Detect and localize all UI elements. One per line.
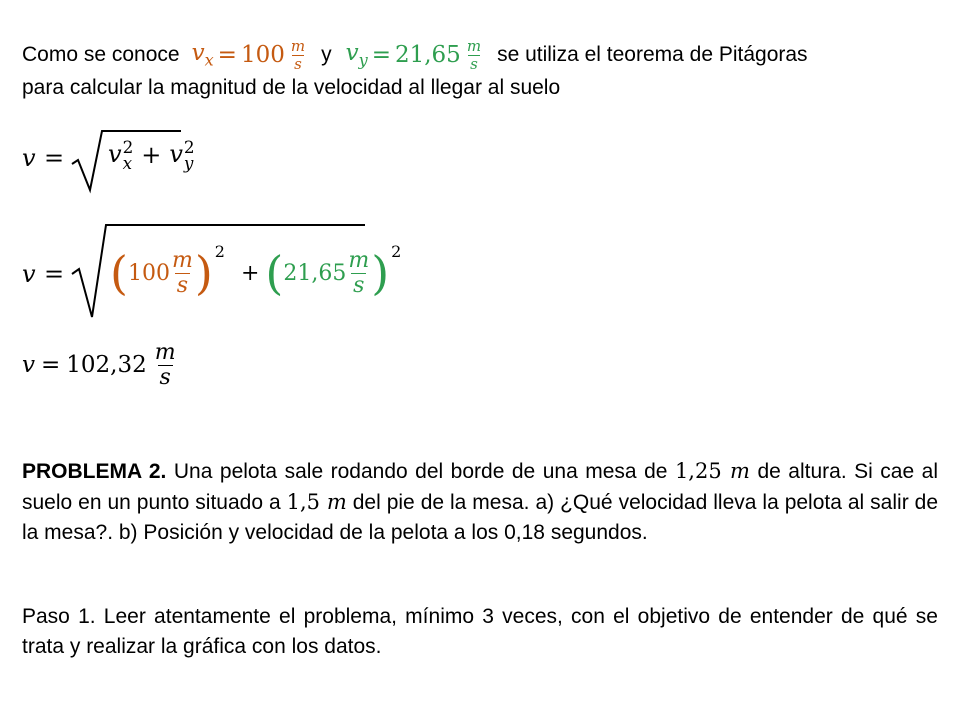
- eq2-term2-open-paren: (: [265, 246, 284, 300]
- intro-text-before: Como se conoce: [22, 43, 180, 66]
- vx-equals: =: [217, 42, 237, 68]
- unit-numerator: m: [171, 247, 193, 273]
- vy-value: 21,65: [394, 42, 461, 68]
- eq2-term2-exponent: 2: [391, 242, 402, 261]
- eq2-term2-unit-fraction: [346, 247, 371, 298]
- vx-expression: [191, 36, 308, 73]
- unit-denominator: s: [353, 272, 365, 298]
- eq2-term1: [110, 246, 213, 300]
- eq3-lhs: v: [22, 352, 35, 378]
- eq3-value: 102,32: [66, 352, 147, 378]
- eq1-term2-subscript: y: [183, 152, 194, 173]
- eq1-term1: v: [108, 140, 122, 168]
- eq1-term2: v: [169, 140, 183, 168]
- eq2-radicand: [110, 238, 401, 308]
- eq2-equals: =: [44, 260, 65, 288]
- eq1-term2-exponent: 2: [183, 137, 195, 158]
- unit-denominator: s: [176, 272, 189, 298]
- equation-substitution: [22, 222, 402, 322]
- eq2-term1-unit-fraction: [170, 247, 195, 298]
- intro-text-after: se utiliza el teorema de Pitágoras: [497, 43, 808, 66]
- unit-numerator: m: [466, 36, 482, 55]
- eq2-term1-value: 100: [127, 260, 170, 286]
- vy-subscript: y: [358, 50, 368, 70]
- unit-denominator: s: [294, 54, 302, 73]
- unit-numerator: m: [290, 36, 306, 55]
- eq1-equals: =: [44, 144, 65, 172]
- eq2-term1-open-paren: (: [110, 246, 128, 300]
- eq2-term2-value: 21,65: [283, 260, 347, 286]
- problem-text-2: de altura. Si cae al suelo en un punto situado a: [22, 460, 938, 514]
- eq1-lhs: v: [22, 144, 36, 172]
- vx-value: 100: [240, 42, 285, 68]
- intro-line-2: para calcular la magnitud de la velocidad al llegar al suelo: [22, 76, 561, 99]
- eq1-plus: +: [141, 141, 162, 170]
- eq1-radicand: [108, 137, 195, 173]
- vy-unit-fraction: [465, 36, 483, 73]
- problem-statement: [22, 456, 938, 548]
- problem-label: PROBLEMA 2.: [22, 460, 167, 483]
- equation-result: [22, 334, 178, 396]
- vx-subscript: x: [204, 50, 214, 70]
- eq2-term2-close-paren: ): [371, 246, 390, 300]
- horizontal-distance-value: 1,5 m: [286, 490, 347, 514]
- unit-denominator: s: [470, 54, 478, 73]
- unit-numerator: m: [154, 339, 176, 365]
- problem-text-3: del pie de la mesa. a) ¿Qué velocidad lleva la pelota al salir de la mesa?. b) Posición y velocidad de la pelota a los 0,18 segundos.: [22, 491, 939, 544]
- vx-unit-fraction: [289, 36, 307, 73]
- eq2-term1-exponent: 2: [214, 242, 225, 261]
- vy-equals: =: [371, 42, 391, 68]
- eq2-lhs: v: [22, 260, 36, 288]
- eq2-plus: +: [240, 260, 260, 286]
- vy-expression: [345, 36, 483, 73]
- table-height-value: 1,25 m: [674, 459, 750, 483]
- problem-text-1: Una pelota sale rodando del borde de una mesa de: [166, 460, 675, 483]
- intro-conjunction: y: [321, 43, 332, 66]
- vx-symbol: v: [191, 40, 205, 67]
- eq3-equals: =: [41, 352, 61, 378]
- step-1-instructions: Paso 1. Leer atentamente el problema, mínimo 3 veces, con el objetivo de entender de qué se trata y realizar la gráfica con los datos.: [22, 605, 938, 658]
- eq2-term1-close-paren: ): [194, 246, 213, 300]
- vy-symbol: v: [345, 40, 359, 67]
- unit-numerator: m: [348, 247, 370, 273]
- unit-denominator: s: [159, 364, 171, 390]
- eq1-term1-subscript: x: [122, 152, 133, 173]
- eq2-term2: [265, 246, 390, 300]
- eq3-unit-fraction: [153, 339, 178, 390]
- eq1-term1-exponent: 2: [122, 137, 134, 158]
- intro-line-1: [22, 28, 808, 82]
